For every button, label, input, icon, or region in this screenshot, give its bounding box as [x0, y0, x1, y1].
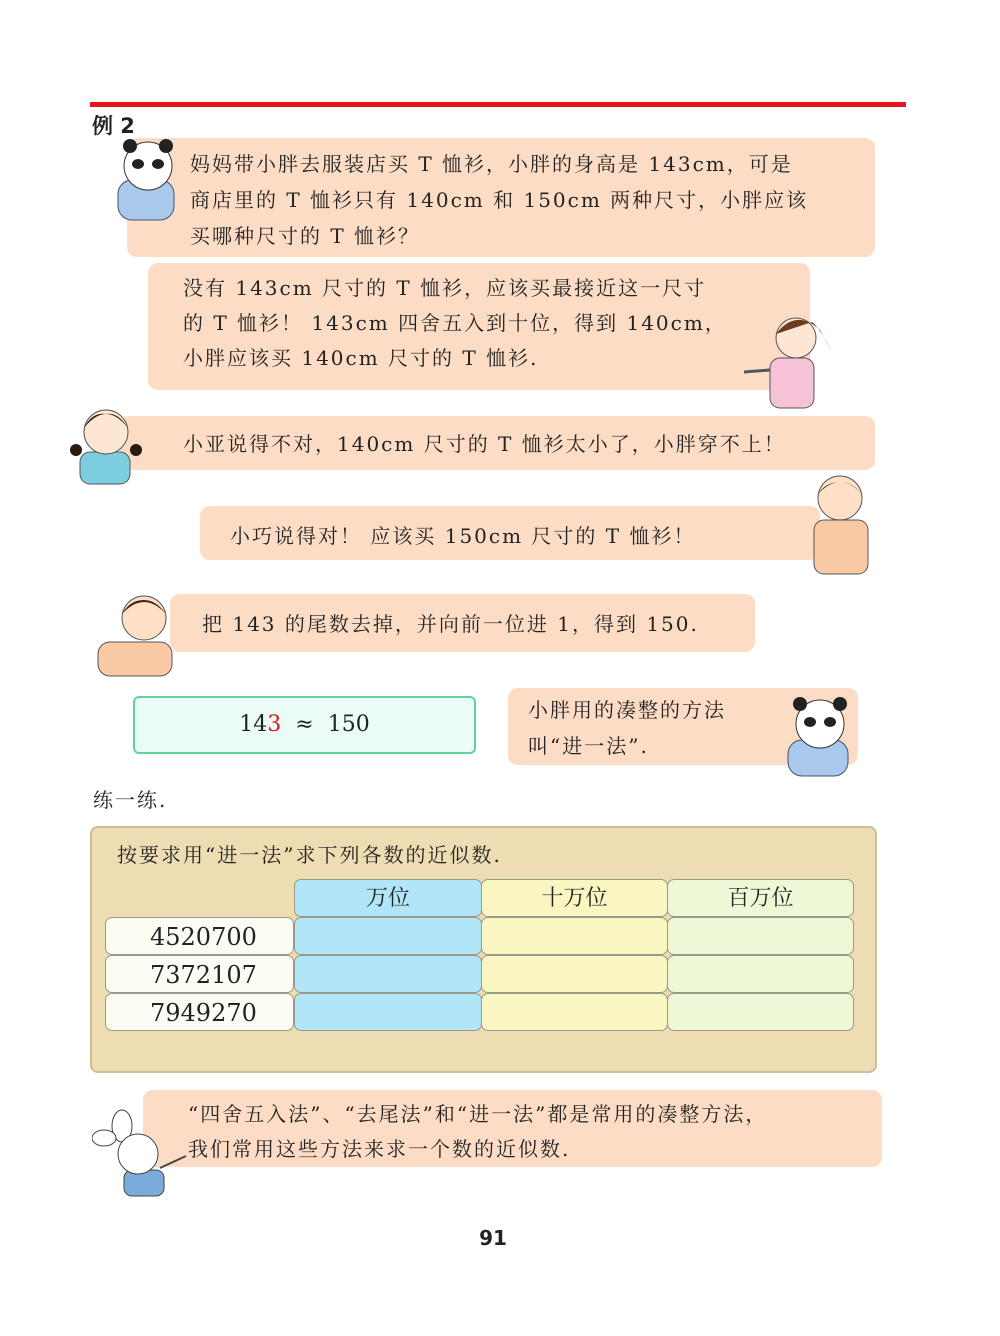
answer-cell[interactable]: [294, 993, 482, 1031]
dialog-line: 叫“进一法”.: [528, 734, 649, 758]
dialog-bubble-5: [170, 594, 755, 652]
answer-cell[interactable]: [294, 955, 482, 993]
summary-line: “四舍五入法”、“去尾法”和“进一法”都是常用的凑整方法，: [188, 1102, 768, 1126]
row-number: 7949270: [105, 993, 294, 1031]
dialog-bubble-3: [120, 416, 875, 470]
dialog-line: 商店里的 T 恤衫只有 140cm 和 150cm 两种尺寸，小胖应该: [190, 188, 809, 212]
panda-character-icon: [110, 136, 188, 224]
dialog-line: 的 T 恤衫！ 143cm 四舍五入到十位，得到 140cm，: [183, 311, 727, 335]
approx-result: 150: [327, 712, 370, 737]
dialog-line: 没有 143cm 尺寸的 T 恤衫，应该买最接近这一尺寸: [183, 276, 707, 300]
dialog-line: 小巧说得对！ 应该买 150cm 尺寸的 T 恤衫！: [230, 524, 696, 548]
approx-prefix: 14: [239, 712, 268, 737]
answer-cell[interactable]: [667, 917, 854, 955]
dialog-line: 买哪种尺寸的 T 恤衫？: [190, 224, 421, 248]
approx-symbol: ≈: [295, 712, 314, 737]
approximation-box: [133, 696, 476, 754]
answer-cell[interactable]: [667, 955, 854, 993]
rabbit-character-icon: [92, 1108, 188, 1198]
answer-cell[interactable]: [481, 917, 668, 955]
panda-character-icon: [782, 694, 860, 780]
header-rule: [90, 102, 906, 107]
answer-cell[interactable]: [481, 955, 668, 993]
dialog-line: 小亚说得不对，140cm 尺寸的 T 恤衫太小了，小胖穿不上！: [183, 432, 786, 456]
practice-instruction: 按要求用“进一法”求下列各数的近似数.: [117, 843, 502, 867]
column-header-hundred-thousands: 十万位: [481, 879, 668, 917]
example-label: 例 2: [92, 114, 135, 138]
page-number: 91: [479, 1226, 507, 1250]
answer-cell[interactable]: [294, 917, 482, 955]
column-header-ten-thousands: 万位: [294, 879, 482, 917]
row-number: 4520700: [105, 917, 294, 955]
dialog-bubble-4: [200, 506, 820, 560]
answer-cell[interactable]: [481, 993, 668, 1031]
dialog-bubble-2: [148, 263, 810, 390]
approx-highlight-digit: 3: [267, 712, 282, 737]
dialog-bubble-1: [127, 138, 875, 257]
boy-character-icon: [792, 470, 888, 578]
summary-line: 我们常用这些方法来求一个数的近似数.: [188, 1137, 571, 1161]
boy-thinking-character-icon: [88, 588, 184, 678]
dialog-line: 小胖用的凑整的方法: [528, 698, 726, 722]
girl-glasses-character-icon: [740, 308, 844, 410]
dialog-line: 把 143 的尾数去掉，并向前一位进 1，得到 150.: [202, 612, 699, 636]
girl-character-icon: [68, 400, 142, 486]
practice-heading: 练一练.: [93, 788, 168, 812]
answer-cell[interactable]: [667, 993, 854, 1031]
summary-bubble: [143, 1090, 882, 1167]
column-header-millions: 百万位: [667, 879, 854, 917]
row-number: 7372107: [105, 955, 294, 993]
dialog-line: 妈妈带小胖去服装店买 T 恤衫，小胖的身高是 143cm，可是: [190, 152, 793, 176]
dialog-line: 小胖应该买 140cm 尺寸的 T 恤衫.: [183, 346, 539, 370]
